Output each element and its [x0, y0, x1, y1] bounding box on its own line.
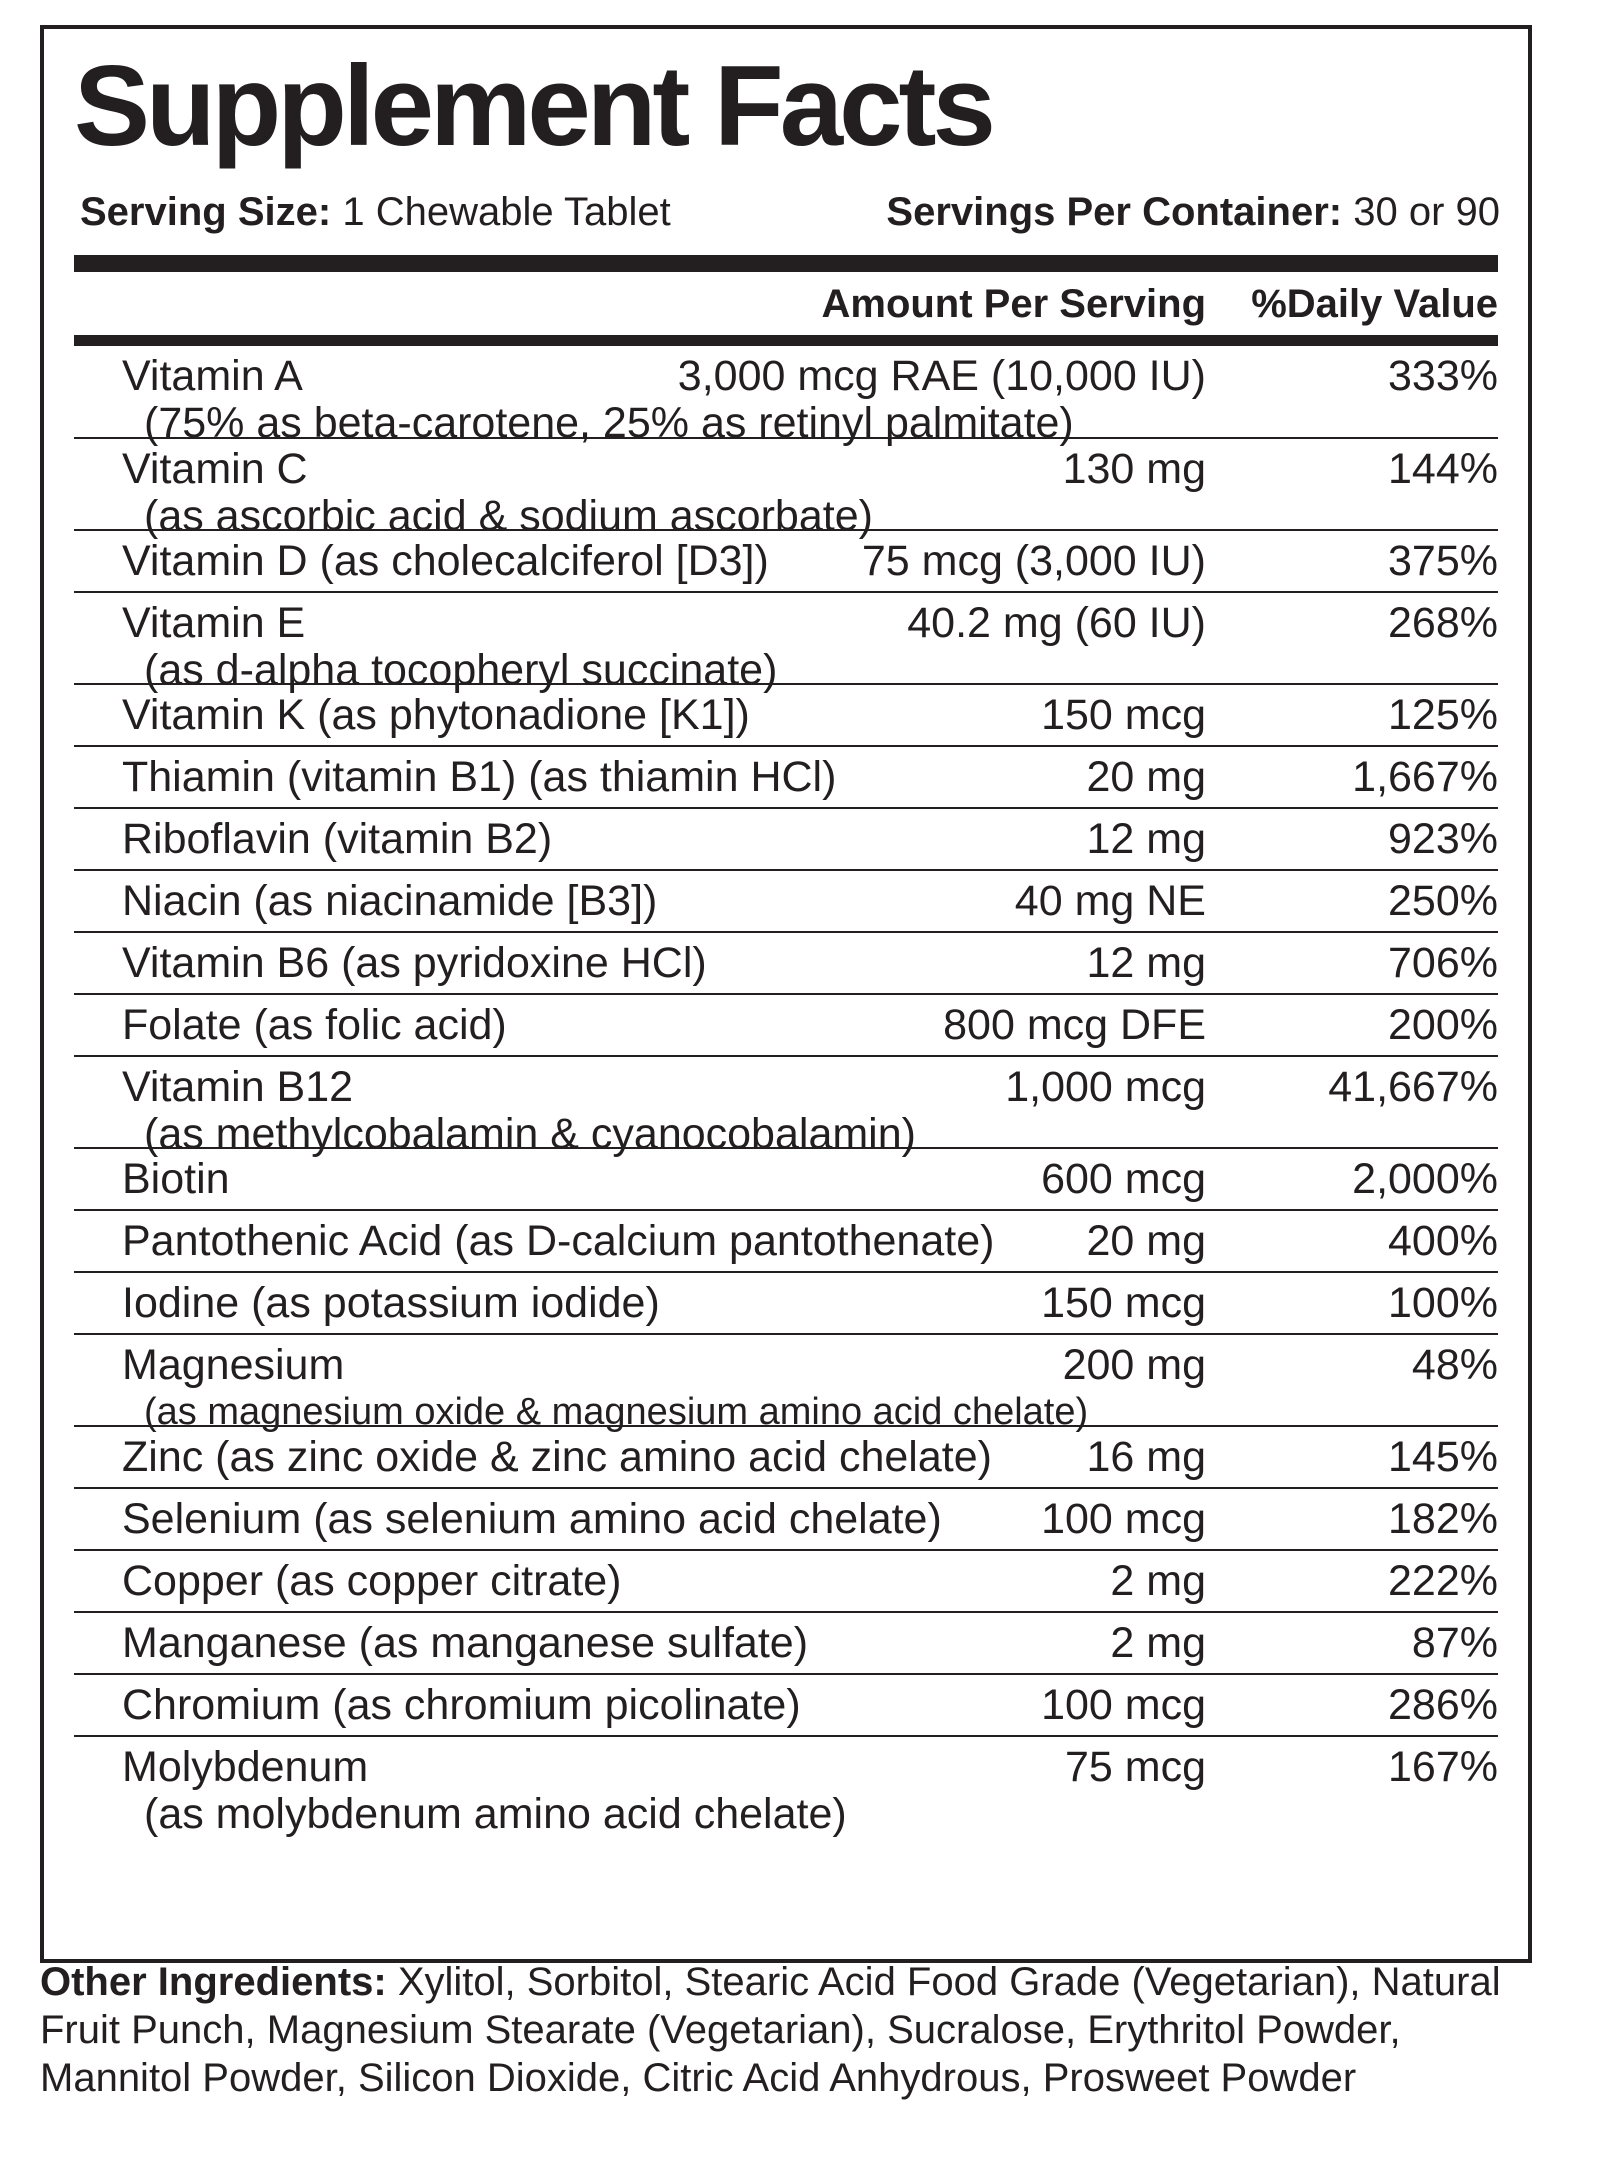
nutrient-name: Vitamin B12: [122, 1063, 354, 1111]
serving-size: [80, 189, 671, 235]
servings-per-container-label: Servings Per Container:: [886, 190, 1343, 234]
nutrient-row: [74, 685, 1498, 747]
nutrient-row: [74, 1273, 1498, 1335]
nutrient-amount: 40 mg NE: [1014, 877, 1206, 925]
nutrient-name: Biotin: [122, 1155, 230, 1203]
nutrient-row: [74, 593, 1498, 694]
nutrient-daily-value: 375%: [1388, 537, 1498, 585]
nutrient-source: (as d-alpha tocopheryl succinate): [144, 646, 778, 694]
nutrient-daily-value: 286%: [1388, 1681, 1498, 1729]
nutrient-daily-value: 333%: [1388, 352, 1498, 400]
nutrient-amount: 16 mg: [1086, 1433, 1206, 1481]
nutrient-amount: 12 mg: [1086, 815, 1206, 863]
nutrient-amount: 20 mg: [1086, 753, 1206, 801]
nutrient-row: [74, 1737, 1498, 1838]
nutrient-name: Vitamin C: [122, 445, 308, 493]
nutrient-row: [74, 1335, 1498, 1433]
nutrient-daily-value: 400%: [1388, 1217, 1498, 1265]
other-ingredients-text: Xylitol, Sorbitol, Stearic Acid Food Grade (Vegetarian), Natural Fruit Punch, Magnesium Stearate (Vegetarian), Sucralose, Erythritol Powder, Mannitol Powder, Silicon Dioxide, Citric Acid Anhydrous, Prosweet Powder: [40, 1960, 1501, 2100]
nutrient-amount: 12 mg: [1086, 939, 1206, 987]
nutrient-name: Vitamin B6 (as pyridoxine HCl): [122, 939, 707, 987]
nutrient-name: Vitamin D (as cholecalciferol [D3]): [122, 537, 769, 585]
nutrient-amount: 75 mcg: [1064, 1743, 1206, 1791]
nutrient-row: [74, 1613, 1498, 1675]
nutrient-daily-value: 100%: [1388, 1279, 1498, 1327]
nutrient-row: [74, 933, 1498, 995]
nutrient-daily-value: 87%: [1411, 1619, 1498, 1667]
nutrient-daily-value: 167%: [1388, 1743, 1498, 1791]
nutrient-row: [74, 1211, 1498, 1273]
nutrient-row: [74, 531, 1498, 593]
daily-value-column-header: %Daily Value: [1251, 282, 1498, 326]
nutrient-row: [74, 1551, 1498, 1613]
panel-title: Supplement Facts: [74, 43, 992, 170]
nutrient-table: [74, 346, 1498, 1838]
nutrient-name: Iodine (as potassium iodide): [122, 1279, 660, 1327]
nutrient-name: Vitamin E: [122, 599, 306, 647]
nutrient-daily-value: 41,667%: [1328, 1063, 1498, 1111]
serving-size-label: Serving Size:: [80, 190, 332, 234]
other-ingredients-label: Other Ingredients:: [40, 1960, 387, 2004]
nutrient-daily-value: 268%: [1388, 599, 1498, 647]
nutrient-amount: 1,000 mcg: [1005, 1063, 1206, 1111]
nutrient-name: Selenium (as selenium amino acid chelate): [122, 1495, 942, 1543]
nutrient-name: Manganese (as manganese sulfate): [122, 1619, 809, 1667]
nutrient-amount: 800 mcg DFE: [943, 1001, 1206, 1049]
nutrient-row: [74, 809, 1498, 871]
nutrient-source: (75% as beta-carotene, 25% as retinyl palmitate): [144, 399, 1074, 447]
nutrient-daily-value: 48%: [1411, 1341, 1498, 1389]
nutrient-row: [74, 747, 1498, 809]
serving-size-value: 1 Chewable Tablet: [342, 190, 671, 234]
supplement-facts-panel: [40, 25, 1532, 1963]
nutrient-daily-value: 222%: [1388, 1557, 1498, 1605]
nutrient-amount: 2 mg: [1110, 1557, 1206, 1605]
nutrient-amount: 20 mg: [1086, 1217, 1206, 1265]
nutrient-amount: 75 mcg (3,000 IU): [861, 537, 1206, 585]
nutrient-name: Vitamin A: [122, 352, 303, 400]
nutrient-amount: 200 mg: [1062, 1341, 1206, 1389]
nutrient-daily-value: 706%: [1388, 939, 1498, 987]
other-ingredients: [40, 1958, 1540, 2102]
nutrient-amount: 150 mcg: [1041, 691, 1206, 739]
nutrient-source: (as methylcobalamin & cyanocobalamin): [144, 1110, 916, 1158]
nutrient-amount: 100 mcg: [1041, 1681, 1206, 1729]
servings-per-container-value: 30 or 90: [1353, 190, 1500, 234]
nutrient-row: [74, 1427, 1498, 1489]
nutrient-amount: 100 mcg: [1041, 1495, 1206, 1543]
nutrient-name: Magnesium: [122, 1341, 345, 1389]
nutrient-amount: 150 mcg: [1041, 1279, 1206, 1327]
nutrient-row: [74, 346, 1498, 447]
nutrient-daily-value: 182%: [1388, 1495, 1498, 1543]
nutrient-row: [74, 1489, 1498, 1551]
nutrient-daily-value: 145%: [1388, 1433, 1498, 1481]
nutrient-daily-value: 1,667%: [1352, 753, 1498, 801]
nutrient-name: Molybdenum: [122, 1743, 369, 1791]
nutrient-name: Chromium (as chromium picolinate): [122, 1681, 801, 1729]
nutrient-amount: 130 mg: [1062, 445, 1206, 493]
amount-column-header: Amount Per Serving: [821, 282, 1206, 326]
nutrient-name: Pantothenic Acid (as D-calcium pantothenate): [122, 1217, 995, 1265]
nutrient-daily-value: 923%: [1388, 815, 1498, 863]
nutrient-name: Zinc (as zinc oxide & zinc amino acid chelate): [122, 1433, 992, 1481]
nutrient-row: [74, 439, 1498, 540]
nutrient-row: [74, 995, 1498, 1057]
serving-info: [80, 189, 1500, 235]
nutrient-name: Niacin (as niacinamide [B3]): [122, 877, 658, 925]
nutrient-source: (as molybdenum amino acid chelate): [144, 1790, 847, 1838]
nutrient-source: (as magnesium oxide & magnesium amino acid chelate): [144, 1391, 1089, 1433]
nutrient-name: Riboflavin (vitamin B2): [122, 815, 553, 863]
nutrient-daily-value: 200%: [1388, 1001, 1498, 1049]
top-divider: [74, 255, 1498, 272]
nutrient-amount: 600 mcg: [1041, 1155, 1206, 1203]
nutrient-amount: 3,000 mcg RAE (10,000 IU): [677, 352, 1206, 400]
nutrient-row: [74, 871, 1498, 933]
nutrient-source: (as ascorbic acid & sodium ascorbate): [144, 492, 873, 540]
header-divider: [74, 335, 1498, 346]
nutrient-amount: 2 mg: [1110, 1619, 1206, 1667]
nutrient-daily-value: 144%: [1388, 445, 1498, 493]
nutrient-name: Vitamin K (as phytonadione [K1]): [122, 691, 750, 739]
nutrient-daily-value: 125%: [1388, 691, 1498, 739]
servings-per-container: [886, 189, 1500, 235]
nutrient-daily-value: 250%: [1388, 877, 1498, 925]
nutrient-name: Folate (as folic acid): [122, 1001, 507, 1049]
nutrient-row: [74, 1057, 1498, 1158]
nutrient-name: Copper (as copper citrate): [122, 1557, 622, 1605]
nutrient-name: Thiamin (vitamin B1) (as thiamin HCl): [122, 753, 837, 801]
nutrient-row: [74, 1149, 1498, 1211]
nutrient-amount: 40.2 mg (60 IU): [907, 599, 1206, 647]
nutrient-daily-value: 2,000%: [1352, 1155, 1498, 1203]
nutrient-row: [74, 1675, 1498, 1737]
